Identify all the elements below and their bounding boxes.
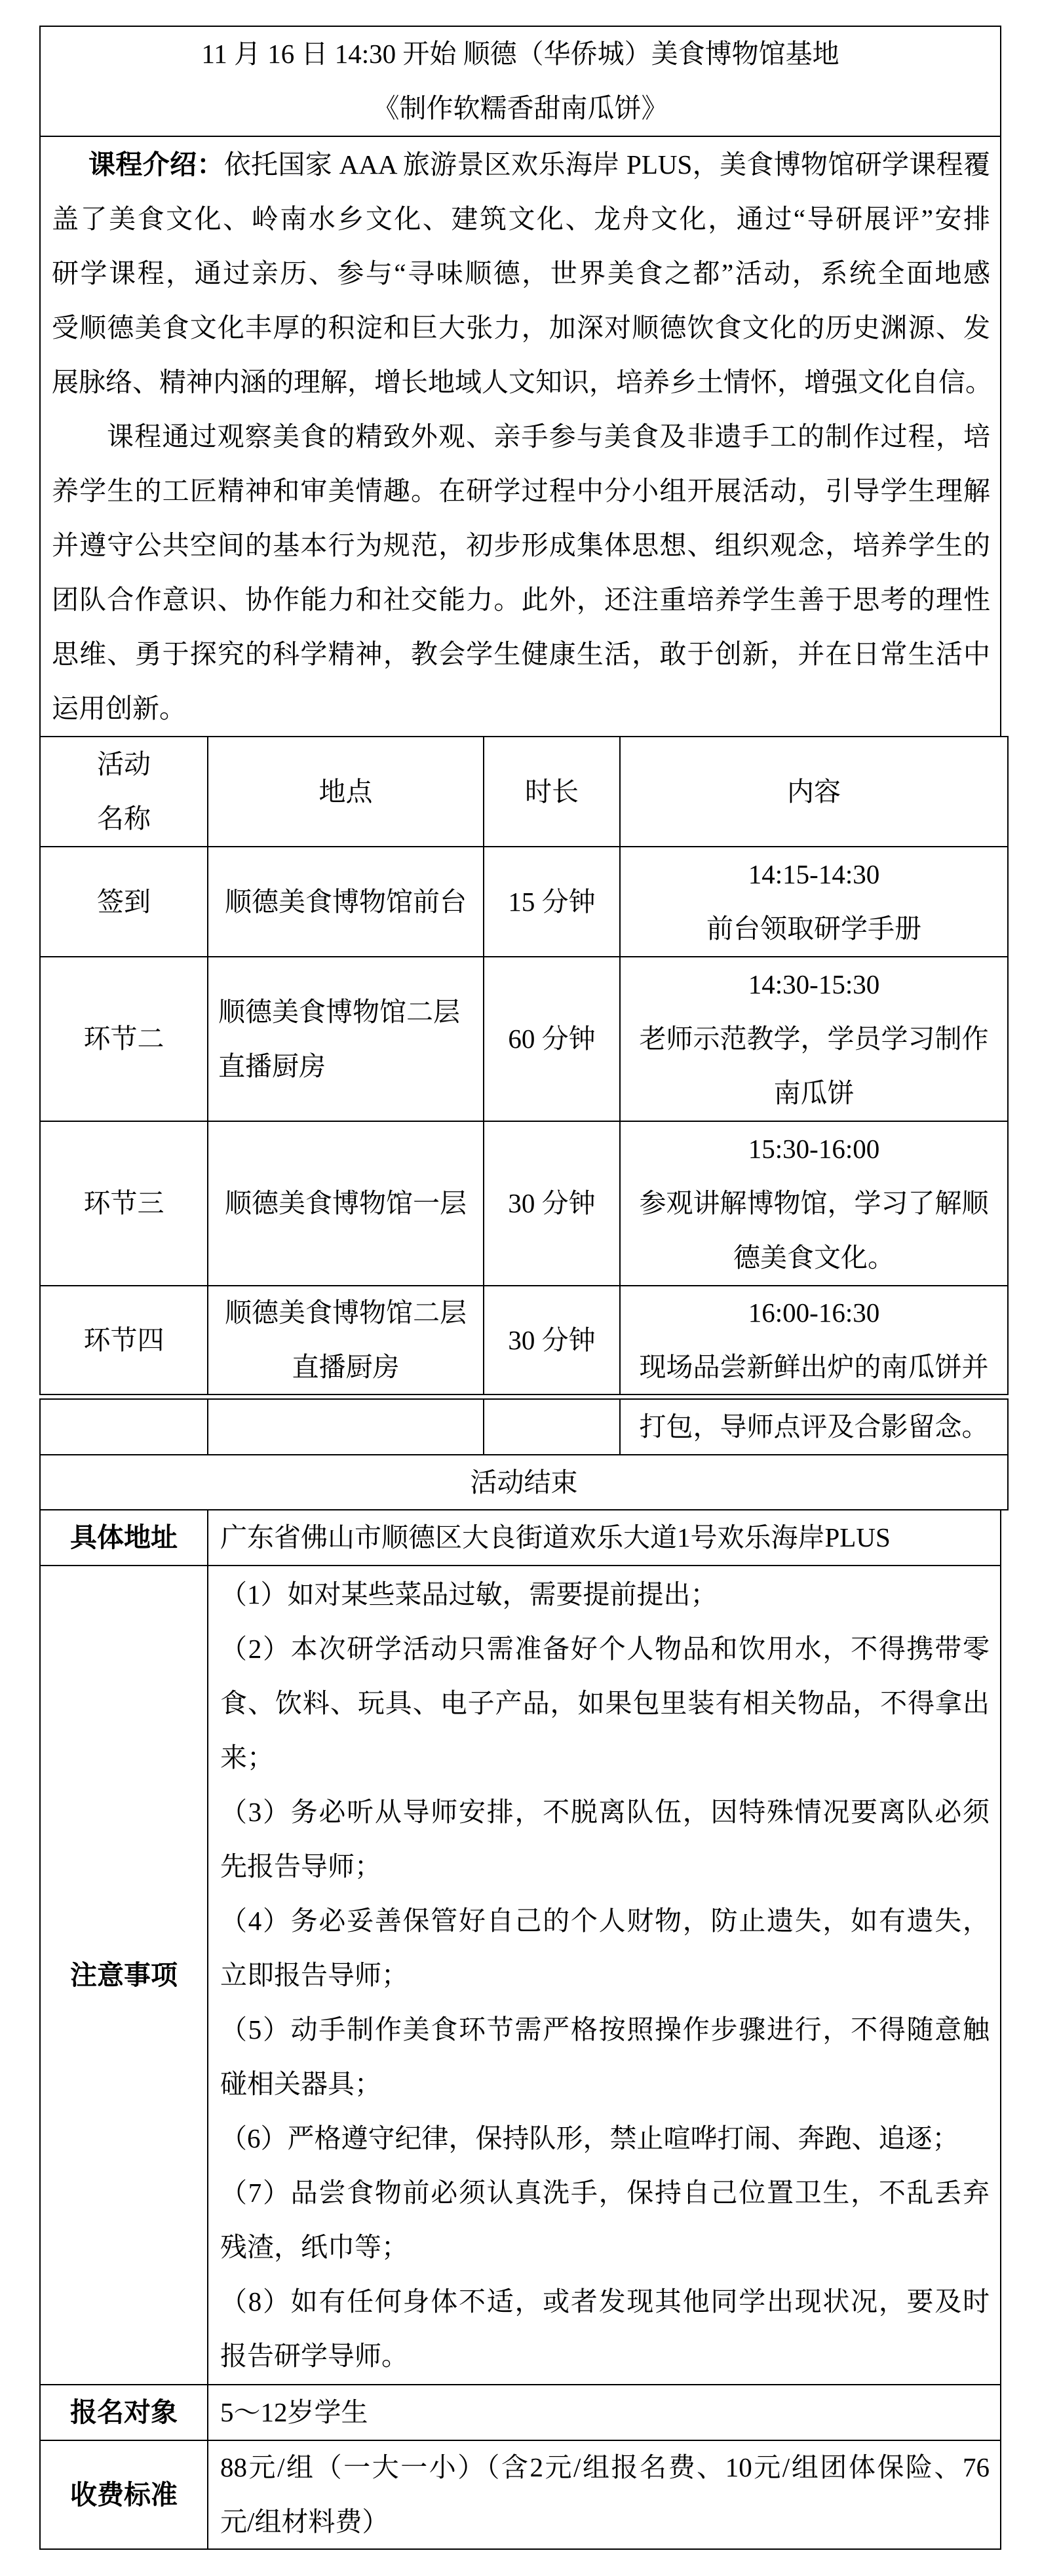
empty-cell [484, 1400, 621, 1455]
header-text: 内容 [787, 776, 841, 807]
intro-line: 课程通过观察美食的精致外观、亲手参与美食及非遗手工的制作过程，培 [107, 421, 990, 452]
schedule-table [39, 736, 1009, 1395]
note-item-4-cont: 立即报告导师； [220, 1959, 408, 1990]
content-cell [621, 1122, 1009, 1286]
location-text: 顺德美食博物馆二层 [218, 996, 460, 1027]
fee-label-cell [41, 2441, 208, 2550]
note-item-8: （8）如有任何身体不适，或者发现其他同学出现状况，要及时 [220, 2286, 990, 2316]
location-cell [208, 1286, 484, 1395]
header-duration [484, 737, 621, 847]
intro-line: 思维、勇于探究的科学精神，教会学生健康生活，敢于创新，并在日常生活中 [52, 638, 990, 669]
fee-line: 元/组材料费） [220, 2507, 389, 2537]
fee-line: 88元/组（一大一小）（含2元/组报名费、10元/组团体保险、76 [220, 2452, 990, 2482]
location-text: 顺德美食博物馆前台 [225, 886, 467, 917]
duration-cell [484, 957, 621, 1122]
location-cell [208, 847, 484, 957]
note-item-6: （6）严格遵守纪律，保持队形，禁止喧哗打闹、奔跑、追逐； [220, 2123, 959, 2153]
activity-end-row [41, 1455, 1009, 1510]
note-item-2: （2）本次研学活动只需准备好个人物品和饮用水，不得携带零 [220, 1633, 990, 1664]
content-cell [621, 1286, 1009, 1395]
content-text: 打包，导师点评及合影留念。 [639, 1412, 989, 1442]
location-cell [208, 957, 484, 1122]
content-cell [621, 847, 1009, 957]
note-item-1: （1）如对某些菜品过敏，需要提前提出； [220, 1579, 718, 1609]
location-cell [208, 1122, 484, 1286]
duration-cell [484, 1286, 621, 1395]
note-item-4: （4）务必妥善保管好自己的个人财物，防止遗失，如有遗失， [220, 1905, 990, 1936]
duration-cell [484, 1122, 621, 1286]
content-text: 老师示范教学，学员学习制作 [639, 1024, 989, 1054]
title-intro-table [39, 26, 1001, 737]
activity-name-cell [41, 847, 208, 957]
details-table [39, 1509, 1001, 2550]
note-item-7-cont: 残渣，纸巾等； [220, 2231, 408, 2262]
note-item-5: （5）动手制作美食环节需严格按照操作步骤进行，不得随意触 [220, 2014, 990, 2045]
address-label: 具体地址 [70, 1522, 178, 1552]
content-text: 前台领取研学手册 [706, 913, 921, 944]
duration-text: 30 分钟 [508, 1324, 596, 1355]
location-text: 直播厨房 [218, 1050, 326, 1081]
header-text: 名称 [97, 803, 151, 834]
note-item-8-cont: 报告研学导师。 [220, 2340, 408, 2371]
activity-name: 环节三 [83, 1188, 164, 1218]
duration-text: 15 分钟 [508, 886, 596, 917]
page-title: 11 月 16 日 14:30 开始 顺德（华侨城）美食博物馆基地 [201, 39, 839, 69]
duration-text: 30 分钟 [508, 1188, 596, 1218]
note-item-3-cont: 先报告导师； [220, 1851, 381, 1881]
duration-text: 60 分钟 [508, 1024, 596, 1054]
duration-cell [484, 847, 621, 957]
content-text: 德美食文化。 [733, 1242, 895, 1273]
location-text: 顺德美食博物馆二层 [225, 1298, 467, 1328]
activity-name: 环节二 [83, 1024, 164, 1054]
intro-line: 受顺德美食文化丰厚的积淀和巨大张力，加深对顺德饮食文化的历史渊源、发 [52, 312, 990, 343]
audience-value-cell [208, 2385, 1001, 2441]
time-range: 15:30-16:00 [748, 1134, 880, 1164]
fee-label: 收费标准 [70, 2479, 178, 2510]
address-value-cell [208, 1510, 1001, 1566]
intro-line: 展脉络、精神内涵的理解，增长地域人文知识，培养乡土情怀，增强文化自信。 [52, 366, 992, 397]
course-intro-cell [41, 137, 1001, 737]
notes-label: 注意事项 [70, 1959, 178, 1990]
activity-name-cell [41, 1122, 208, 1286]
time-range: 16:00-16:30 [748, 1298, 880, 1328]
content-text: 参观讲解博物馆，学习了解顺 [639, 1188, 989, 1218]
header-text: 时长 [525, 776, 579, 807]
schedule-table-continued [39, 1398, 1009, 1510]
activity-name-cell [41, 957, 208, 1122]
activity-name: 签到 [97, 886, 151, 917]
location-text: 顺德美食博物馆一层 [225, 1188, 467, 1218]
content-text: 南瓜饼 [773, 1078, 855, 1108]
notes-label-cell [41, 1566, 208, 2385]
intro-line: 团队合作意识、协作能力和社交能力。此外，还注重培养学生善于思考的理性 [52, 584, 990, 615]
header-text: 活动 [97, 749, 151, 779]
intro-line: 盖了美食文化、岭南水乡文化、建筑文化、龙舟文化，通过“导研展评”安排 [52, 203, 990, 234]
intro-line: 运用创新。 [52, 693, 186, 723]
intro-line [52, 138, 990, 192]
content-text: 现场品尝新鲜出炉的南瓜饼并 [639, 1352, 989, 1382]
note-item-3: （3）务必听从导师安排，不脱离队伍，因特殊情况要离队必须 [220, 1796, 990, 1827]
note-item-7: （7）品尝食物前必须认真洗手，保持自己位置卫生，不乱丢弃 [220, 2177, 990, 2208]
note-item-2-cont: 来； [220, 1742, 274, 1773]
course-title: 《制作软糯香甜南瓜饼》 [372, 93, 668, 123]
content-cell-continued [621, 1400, 1009, 1455]
activity-name: 环节四 [83, 1324, 164, 1355]
audience-value: 5～12岁学生 [220, 2397, 368, 2427]
intro-label: 课程介绍： [88, 149, 224, 180]
audience-label: 报名对象 [70, 2397, 178, 2427]
empty-cell [208, 1400, 484, 1455]
content-cell [621, 957, 1009, 1122]
note-item-2-cont: 食、饮料、玩具、电子产品，如果包里装有相关物品，不得拿出 [220, 1687, 990, 1718]
time-range: 14:30-15:30 [748, 969, 880, 999]
address-value: 广东省佛山市顺德区大良街道欢乐大道1号欢乐海岸PLUS [220, 1522, 891, 1552]
empty-cell [41, 1400, 208, 1455]
header-content [621, 737, 1009, 847]
intro-line: 并遵守公共空间的基本行为规范，初步形成集体思想、组织观念，培养学生的 [52, 529, 990, 560]
activity-name-cell [41, 1286, 208, 1395]
intro-line: 养学生的工匠精神和审美情趣。在研学过程中分小组开展活动，引导学生理解 [52, 475, 990, 506]
header-text: 地点 [318, 776, 373, 807]
title-cell [41, 27, 1001, 137]
header-activity-name [41, 737, 208, 847]
address-label-cell [41, 1510, 208, 1566]
time-range: 14:15-14:30 [748, 859, 880, 889]
activity-end-label: 活动结束 [470, 1467, 578, 1497]
fee-value-cell [208, 2441, 1001, 2550]
audience-label-cell [41, 2385, 208, 2441]
intro-text: 依托国家 AAA 旅游景区欢乐海岸 PLUS，美食博物馆研学课程覆 [223, 149, 990, 180]
note-item-5-cont: 碰相关器具； [220, 2068, 381, 2099]
notes-list [208, 1566, 1001, 2385]
location-text: 直播厨房 [292, 1352, 400, 1382]
header-location [208, 737, 484, 847]
intro-line: 研学课程，通过亲历、参与“寻味顺德，世界美食之都”活动，系统全面地感 [52, 258, 990, 288]
